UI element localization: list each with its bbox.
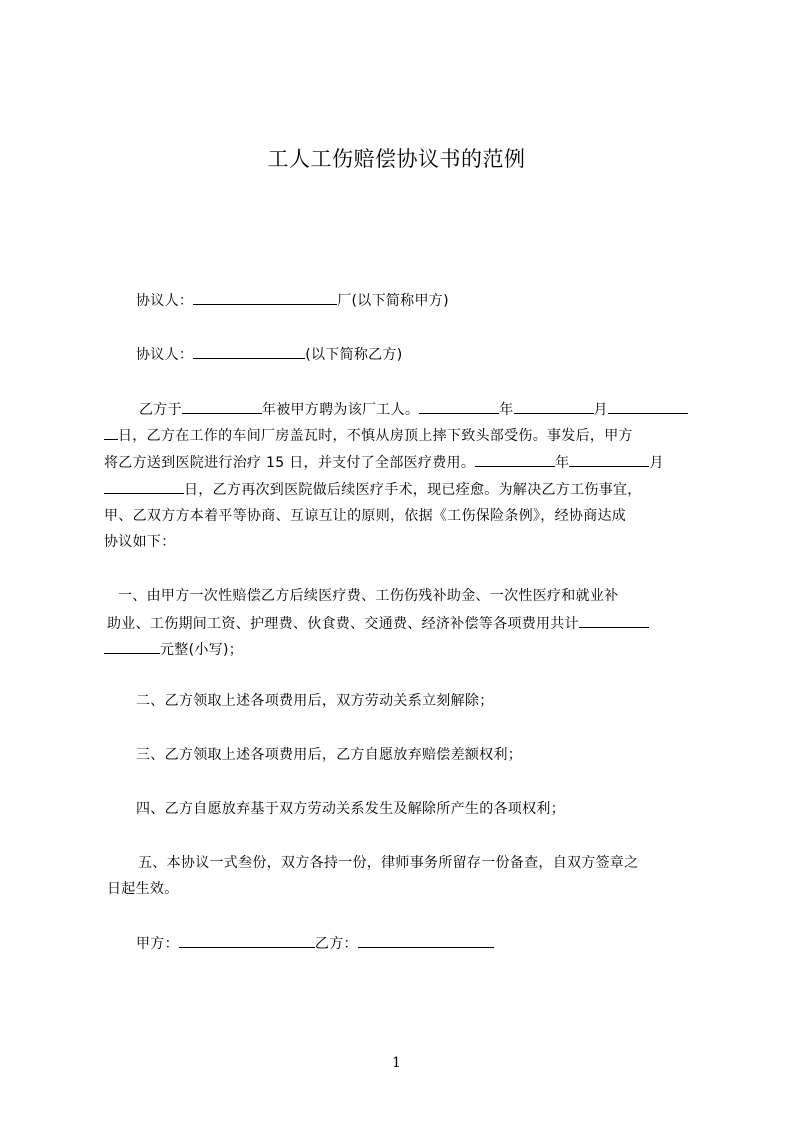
- clause-1-line-3: [104, 638, 700, 661]
- party-b-suffix: (以下简称乙方): [305, 347, 403, 363]
- clause-1-text: 一、由甲方一次性赔偿乙方后续医疗费、工伤伤残补助金、一次性医疗和就业补: [118, 588, 619, 604]
- clause-3-text: 三、乙方领取上述各项费用后，乙方自愿放弃赔偿差额权利；: [136, 747, 523, 763]
- preamble-line-1: [139, 398, 700, 421]
- party-a-name-blank: [193, 289, 337, 305]
- preamble-text: 月: [649, 455, 664, 471]
- total-amount-blank: [579, 612, 649, 628]
- party-b-name-blank: [193, 343, 305, 359]
- clause-1-text: 助业、工伤期间工资、护理费、伙食费、交通费、经济补偿等各项费用共计: [107, 616, 579, 632]
- party-b-signature-blank: [358, 932, 494, 948]
- clause-5-line-2: [107, 878, 700, 900]
- party-a-signature-blank: [179, 932, 315, 948]
- total-amount-blank-cont: [104, 638, 160, 654]
- surgery-month-blank: [569, 451, 649, 467]
- preamble-text: 乙方于: [139, 402, 182, 418]
- clause-1-line-2: [107, 612, 700, 635]
- clause-5-line-1: [138, 852, 700, 874]
- clause-3: [136, 744, 696, 766]
- preamble-text: 月: [593, 402, 608, 418]
- preamble-line-4: [104, 478, 700, 501]
- preamble-text: 年: [499, 402, 514, 418]
- injury-day-blank-cont: [104, 424, 118, 440]
- preamble-line-5: [104, 505, 700, 527]
- surgery-day-blank: [104, 478, 184, 494]
- clause-4-text: 四、乙方自愿放弃基于双方劳动关系发生及解除所产生的各项权利；: [136, 801, 565, 817]
- preamble-text: 甲、乙双方方本着平等协商、互谅互让的原则，依据《工伤保险条例》，经协商达成: [104, 508, 627, 524]
- document-title: 工人工伤赔偿协议书的范例: [267, 147, 526, 171]
- party-b-prefix: 协议人：: [136, 347, 194, 363]
- clause-4: [136, 798, 696, 820]
- injury-day-blank: [608, 398, 688, 414]
- preamble-text: 协议如下：: [104, 534, 176, 550]
- surgery-year-blank: [475, 451, 555, 467]
- clause-5-text: 日起生效。: [107, 881, 179, 897]
- party-b-line: [136, 343, 696, 366]
- party-a-signature-label: 甲方：: [136, 936, 179, 952]
- signature-line: [136, 932, 696, 955]
- preamble-text: 日，乙方再次到医院做后续医疗手术，现已痊愈。为解决乙方工伤事宜，: [184, 482, 642, 498]
- party-b-signature-label: 乙方：: [314, 936, 358, 952]
- injury-month-blank: [514, 398, 594, 414]
- hire-year-blank: [182, 398, 262, 414]
- party-a-line: [136, 289, 696, 312]
- page-number: 1: [392, 1055, 401, 1071]
- preamble-text: 年被甲方聘为该厂工人。: [261, 402, 420, 418]
- clause-5-text: 五、本协议一式叁份，双方各持一份，律师事务所留存一份备查，自双方签章之: [138, 855, 639, 871]
- preamble-text: 年: [555, 455, 570, 471]
- clause-2: [136, 690, 696, 712]
- preamble-line-6: [104, 531, 700, 553]
- clause-2-text: 二、乙方领取上述各项费用后，双方劳动关系立刻解除；: [136, 693, 494, 709]
- clause-1-line-1: [118, 585, 700, 607]
- preamble-text: 将乙方送到医院进行治疗 15 日，并支付了全部医疗费用。: [104, 455, 476, 471]
- party-a-prefix: 协议人：: [136, 293, 194, 309]
- party-a-suffix: 厂(以下简称甲方): [337, 293, 449, 309]
- injury-year-blank: [419, 398, 499, 414]
- preamble-line-2: [104, 424, 700, 447]
- clause-1-text: 元整(小写)；: [160, 642, 244, 658]
- preamble-line-3: [104, 451, 700, 474]
- preamble-text: 日，乙方在工作的车间厂房盖瓦时，不慎从房顶上摔下致头部受伤。事发后，甲方: [118, 428, 633, 444]
